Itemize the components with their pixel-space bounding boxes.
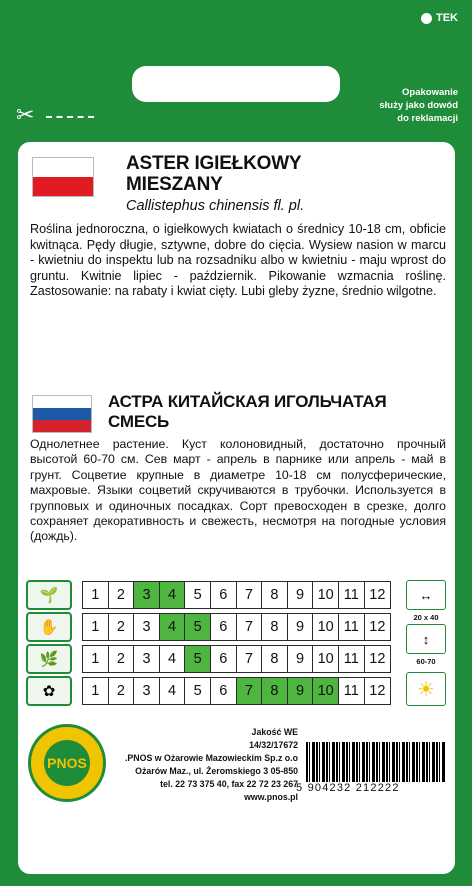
- height-label: 60-70: [416, 657, 436, 666]
- month-cell: 1: [83, 646, 109, 672]
- notice-line-3: do reklamacji: [397, 113, 458, 124]
- month-cell: 11: [339, 614, 365, 640]
- month-cell: 10: [313, 646, 339, 672]
- spacing-arrows-icon: ↔: [406, 580, 446, 610]
- latin-name: Callistephus chinensis fl. pl.: [126, 198, 305, 214]
- month-cell: 3: [134, 678, 160, 704]
- producer-info: [124, 726, 298, 804]
- month-strip: [82, 613, 391, 641]
- month-cell: 11: [339, 678, 365, 704]
- planting-icon: 🌿: [26, 644, 72, 674]
- greenhouse-sowing-icon: 🌱: [26, 580, 72, 610]
- month-cell: 4: [160, 678, 186, 704]
- month-cell: 9: [288, 646, 314, 672]
- notice-line-2: służy jako dowód: [379, 100, 458, 111]
- month-cell: 8: [262, 678, 288, 704]
- month-cell: 10: [313, 678, 339, 704]
- polish-flag-icon: [32, 157, 94, 197]
- month-cell: 2: [109, 678, 135, 704]
- month-cell: 8: [262, 614, 288, 640]
- producer-address: 05-850 Ożarów Maz., ul. Żeromskiego 3: [135, 766, 298, 776]
- pnos-logo: [28, 724, 106, 802]
- barcode-bars: [306, 742, 446, 782]
- month-cell: 11: [339, 582, 365, 608]
- month-cell: 10: [313, 582, 339, 608]
- month-cell: 7: [237, 646, 263, 672]
- month-cell: 4: [160, 646, 186, 672]
- month-cell: 6: [211, 614, 237, 640]
- plant-height-icon: ↕: [406, 624, 446, 654]
- month-cell: 1: [83, 614, 109, 640]
- month-cell: 7: [237, 614, 263, 640]
- pnos-logo-text: PNOS: [44, 740, 90, 786]
- month-cell: 12: [365, 614, 391, 640]
- quality-class: Jakość WE: [251, 727, 298, 737]
- month-cell: 5: [185, 614, 211, 640]
- month-cell: 1: [83, 582, 109, 608]
- month-strip: [82, 645, 391, 673]
- month-cell: 7: [237, 678, 263, 704]
- month-cell: 12: [365, 582, 391, 608]
- month-cell: 9: [288, 582, 314, 608]
- outdoor-sowing-icon: ✋: [26, 612, 72, 642]
- month-cell: 6: [211, 582, 237, 608]
- month-cell: 12: [365, 646, 391, 672]
- producer-web: www.pnos.pl: [244, 792, 298, 802]
- producer-name: PNOS w Ożarowie Mazowieckim Sp.z o.o.: [124, 753, 298, 763]
- calendar-row-flowering: [26, 676, 446, 706]
- month-cell: 5: [185, 678, 211, 704]
- month-cell: 8: [262, 582, 288, 608]
- month-cell: 1: [83, 678, 109, 704]
- month-cell: 3: [134, 646, 160, 672]
- calendar-row-planting: [26, 644, 446, 674]
- barcode: [296, 742, 446, 794]
- ru-description: Однолетнее растение. Куст колоновидный, достаточно прочный высотой 60-70 см. Сев март - апрель в парнике или апрель - май в грунт. Соцветие крупные в диаметре 10-18 см полусферические, махровые. Языки соцветий скручиваются в трубочки. Используется в групповых и одиночных посадках. Сорт превосходен в срезке, долго сохраняет декоративность и свежесть, несмотря на погодные условия (дождь).: [30, 437, 446, 544]
- month-cell: 6: [211, 678, 237, 704]
- producer-code: 14/32/17672: [249, 740, 298, 750]
- spacing-label: 20 x 40: [413, 613, 439, 622]
- hanger-tab: [132, 66, 340, 102]
- complaint-notice: [348, 86, 458, 125]
- label-card: [18, 142, 455, 874]
- month-cell: 4: [160, 614, 186, 640]
- month-cell: 7: [237, 582, 263, 608]
- tek-label: TEK: [436, 12, 458, 24]
- barcode-number: 5 904232 212222: [296, 782, 400, 794]
- month-cell: 6: [211, 646, 237, 672]
- month-cell: 5: [185, 646, 211, 672]
- month-cell: 3: [134, 614, 160, 640]
- month-cell: 2: [109, 646, 135, 672]
- month-cell: 3: [134, 582, 160, 608]
- pl-title: ASTER IGIEŁKOWY MIESZANY: [126, 153, 302, 195]
- tek-brand: [421, 12, 458, 24]
- cut-line: [46, 116, 94, 118]
- full-sun-icon: ☀: [406, 672, 446, 706]
- flowering-icon: ✿: [26, 676, 72, 706]
- month-cell: 4: [160, 582, 186, 608]
- scissors-icon: ✂: [16, 102, 35, 127]
- month-cell: 12: [365, 678, 391, 704]
- month-strip: [82, 677, 391, 705]
- producer-phone: tel. 22 73 375 40, fax 22 72 23 267: [160, 779, 298, 789]
- month-cell: 5: [185, 582, 211, 608]
- month-cell: 9: [288, 614, 314, 640]
- month-cell: 11: [339, 646, 365, 672]
- month-strip: [82, 581, 391, 609]
- tek-logo-icon: [421, 13, 432, 24]
- russian-flag-icon: [32, 395, 92, 433]
- notice-line-1: Opakowanie: [402, 87, 458, 98]
- month-cell: 10: [313, 614, 339, 640]
- calendar-row-greenhouse: [26, 580, 446, 610]
- month-cell: 9: [288, 678, 314, 704]
- ru-title: АСТРА КИТАЙСКАЯ ИГОЛЬЧАТАЯ СМЕСЬ: [108, 392, 387, 431]
- pl-description: Roślina jednoroczna, o igiełkowych kwiatach o średnicy 10-18 cm, obficie kwitnąca. Pędy długie, sztywne, dobre do cięcia. Wysiew nasion w marcu - kwietniu do inspektu lub na rozsadniku albo w kwietniu - maju wprost do gruntu. Kwitnie lipiec - październik. Pikowanie wzmacnia roślinę. Zastosowanie: na rabaty i kwiat cięty. Lubi gleby żyzne, średnio wilgotne.: [30, 222, 446, 299]
- calendar-row-sowing: [26, 612, 446, 642]
- month-cell: 2: [109, 582, 135, 608]
- month-cell: 2: [109, 614, 135, 640]
- month-cell: 8: [262, 646, 288, 672]
